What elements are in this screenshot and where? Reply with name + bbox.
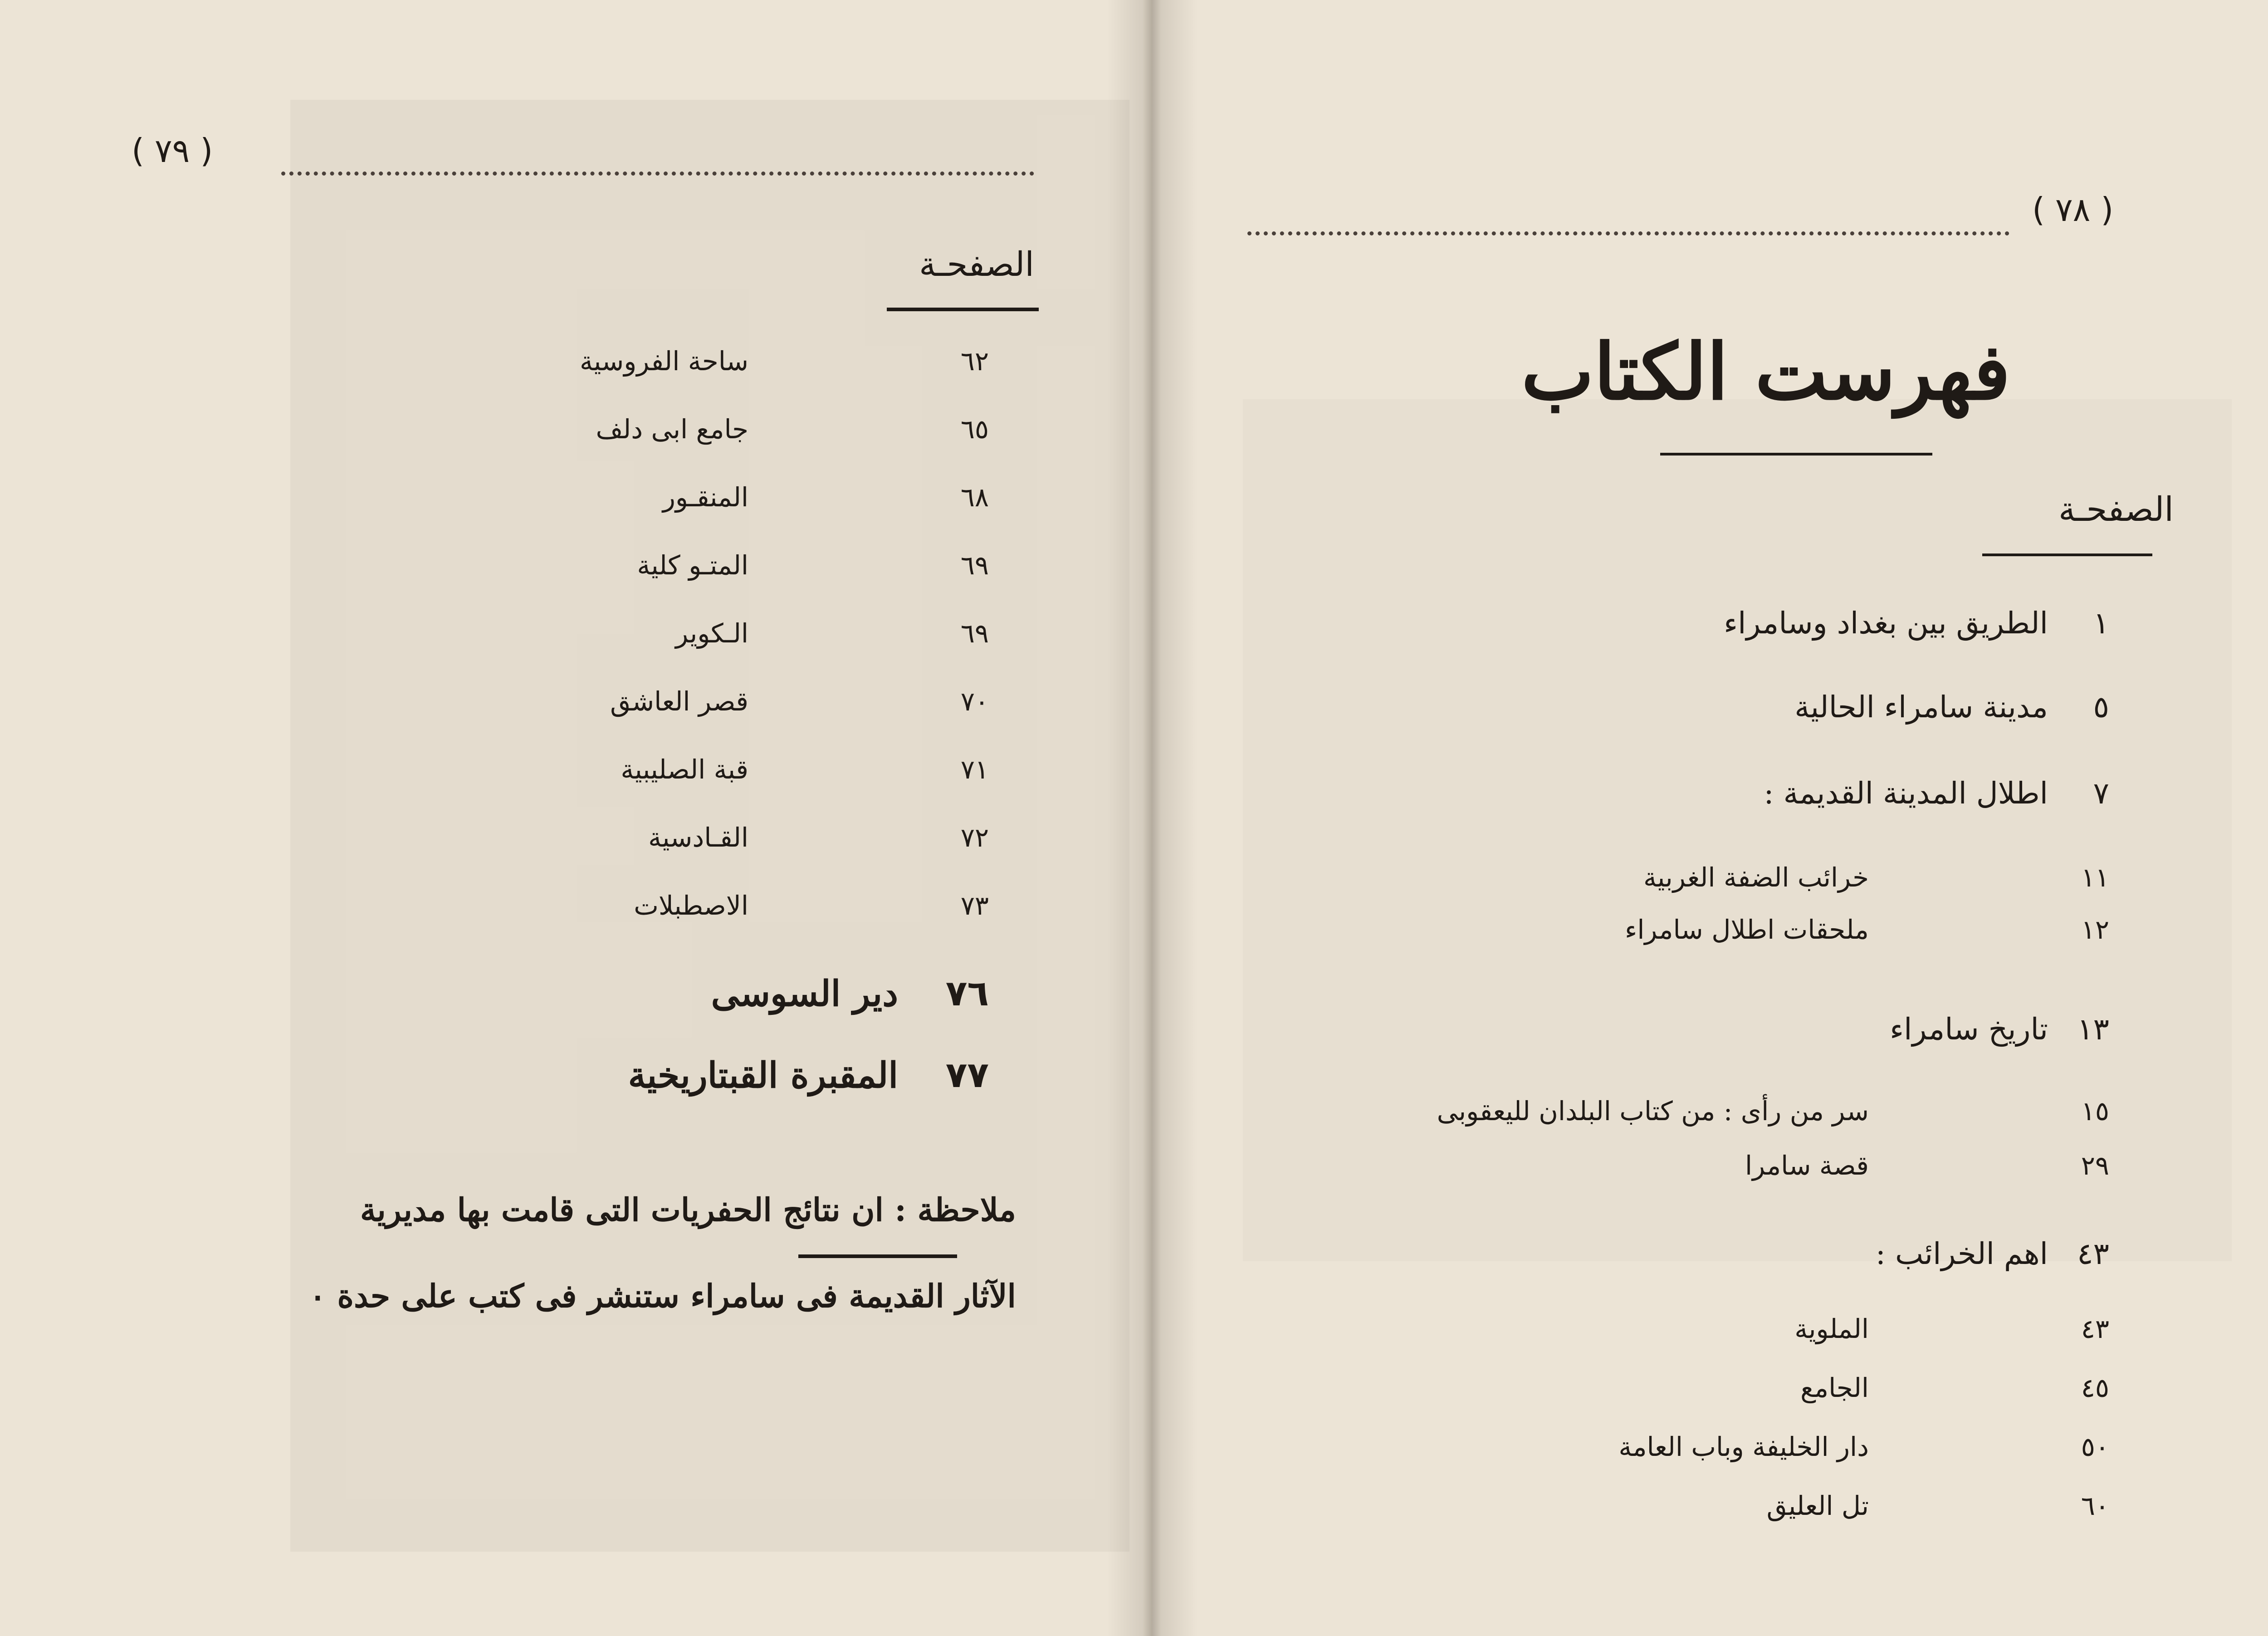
toc-entry-title: اطلال المدينة القديمة : <box>1764 776 2048 811</box>
toc-entry-page: ٧٧ <box>945 1055 989 1096</box>
toc-entry-page: ٦٢ <box>960 346 989 377</box>
toc-entry <box>1406 914 2109 960</box>
toc-entry-page: ٦٥ <box>960 414 989 445</box>
note-underline <box>798 1254 957 1258</box>
toc-entry-page: ٧٠ <box>960 686 989 717</box>
toc-entry-title: قبة الصليبية <box>621 754 748 785</box>
book-contents-title: فهرست الكتاب <box>1521 327 2010 417</box>
toc-entry <box>1406 1012 2109 1057</box>
toc-entry <box>1406 1372 2109 1418</box>
toc-entry-page: ٢٩ <box>2081 1150 2109 1181</box>
note-line-2: الآثار القديمة فى سامراء ستنشر فى كتب على حدة ٠ <box>309 1277 1016 1315</box>
toc-entry-page: ٤٥ <box>2081 1372 2109 1403</box>
toc-entry <box>1406 1150 2109 1195</box>
toc-entry-page: ٦٨ <box>960 482 989 513</box>
page-number: ( ٧٩ ) <box>132 132 213 170</box>
header-dotted-rule <box>1247 231 2009 235</box>
toc-entry <box>1152 1096 2109 1141</box>
toc-entry-page: ٥٠ <box>2081 1431 2109 1462</box>
toc-entry <box>1406 690 2109 735</box>
column-header-page: الصفحـة <box>2058 490 2174 529</box>
toc-entry-title: دار الخليفة وباب العامة <box>1618 1431 1869 1462</box>
toc-entry-title: مدينة سامراء الحالية <box>1794 690 2048 725</box>
toc-entry-page: ١١ <box>2081 862 2109 893</box>
book-gutter <box>1107 0 1198 1636</box>
column-header-page: الصفحـة <box>919 245 1034 284</box>
toc-entry-title: الـكوير <box>675 618 748 649</box>
toc-entry-page: ٧١ <box>960 754 989 785</box>
toc-entry-page: ٦٩ <box>960 550 989 581</box>
toc-entry-title: تل العليق <box>1766 1490 1869 1521</box>
toc-entry <box>1406 862 2109 907</box>
toc-entry <box>454 346 989 391</box>
toc-entry <box>1406 1431 2109 1477</box>
page-78 <box>1152 0 2268 1636</box>
column-header-underline <box>887 308 1039 311</box>
toc-entry-title: القـادسية <box>648 822 748 853</box>
toc-entry-page: ٤٣ <box>2081 1313 2109 1344</box>
toc-entry-title: المقبرة القبتاريخية <box>628 1055 898 1096</box>
toc-entry-page: ٧ <box>2093 776 2109 811</box>
toc-entry <box>1406 776 2109 821</box>
toc-entry-title: سر من رأى : من كتاب البلدان لليعقوبى <box>1437 1096 1869 1127</box>
toc-entry <box>1406 1490 2109 1536</box>
toc-entry-title: اهم الخرائب : <box>1875 1236 2048 1271</box>
note-line-1: ملاحظة : ان نتائج الحفريات التى قامت بها مديرية <box>360 1191 1016 1229</box>
toc-entry-page: ١٣ <box>2077 1012 2109 1047</box>
toc-entry <box>1406 1313 2109 1359</box>
toc-entry <box>454 822 989 867</box>
toc-entry <box>454 890 989 936</box>
header-dotted-rule <box>281 171 1034 176</box>
toc-entry-title: الاصطبلات <box>634 890 748 921</box>
toc-entry <box>454 973 989 1019</box>
toc-entry <box>454 618 989 663</box>
toc-entry <box>454 1055 989 1100</box>
title-underline <box>1660 453 1932 456</box>
toc-entry-page: ٧٦ <box>945 973 989 1014</box>
toc-entry-title: الجامع <box>1800 1372 1869 1403</box>
toc-entry-title: الطريق بين بغداد وسامراء <box>1724 606 2048 641</box>
toc-entry-page: ٦٩ <box>960 618 989 649</box>
page-number: ( ٧٨ ) <box>2032 191 2114 229</box>
toc-entry-title: ملحقات اطلال سامراء <box>1625 914 1869 945</box>
toc-entry-page: ٤٣ <box>2077 1236 2109 1271</box>
toc-entry-title: دير السوسى <box>711 973 898 1014</box>
toc-entry-title: الملوية <box>1794 1313 1869 1344</box>
toc-entry-title: قصة سامرا <box>1745 1150 1869 1181</box>
toc-entry-title: تاريخ سامراء <box>1890 1012 2048 1047</box>
toc-entry <box>1406 1236 2109 1282</box>
toc-entry-page: ٧٢ <box>960 822 989 853</box>
toc-entry-title: ساحة الفروسية <box>580 346 748 377</box>
toc-entry <box>454 482 989 527</box>
toc-entry-title: خرائب الضفة الغربية <box>1643 862 1869 893</box>
toc-entry-title: المنقـور <box>662 482 748 513</box>
toc-entry-title: جامع ابى دلف <box>596 414 748 445</box>
toc-entry-page: ٥ <box>2093 690 2109 725</box>
toc-entry-title: قصر العاشق <box>610 686 748 717</box>
toc-entry <box>454 414 989 459</box>
toc-entry-page: ٧٣ <box>960 890 989 921</box>
toc-entry-page: ١٥ <box>2081 1096 2109 1127</box>
toc-entry-page: ١٢ <box>2081 914 2109 945</box>
toc-entry-page: ٦٠ <box>2081 1490 2109 1521</box>
toc-entry-page: ١ <box>2093 606 2109 641</box>
toc-entry <box>454 754 989 799</box>
toc-entry <box>454 550 989 595</box>
toc-entry <box>1406 606 2109 651</box>
toc-entry-title: المتـو كلية <box>637 550 748 581</box>
toc-entry <box>454 686 989 731</box>
column-header-underline <box>1982 553 2152 556</box>
